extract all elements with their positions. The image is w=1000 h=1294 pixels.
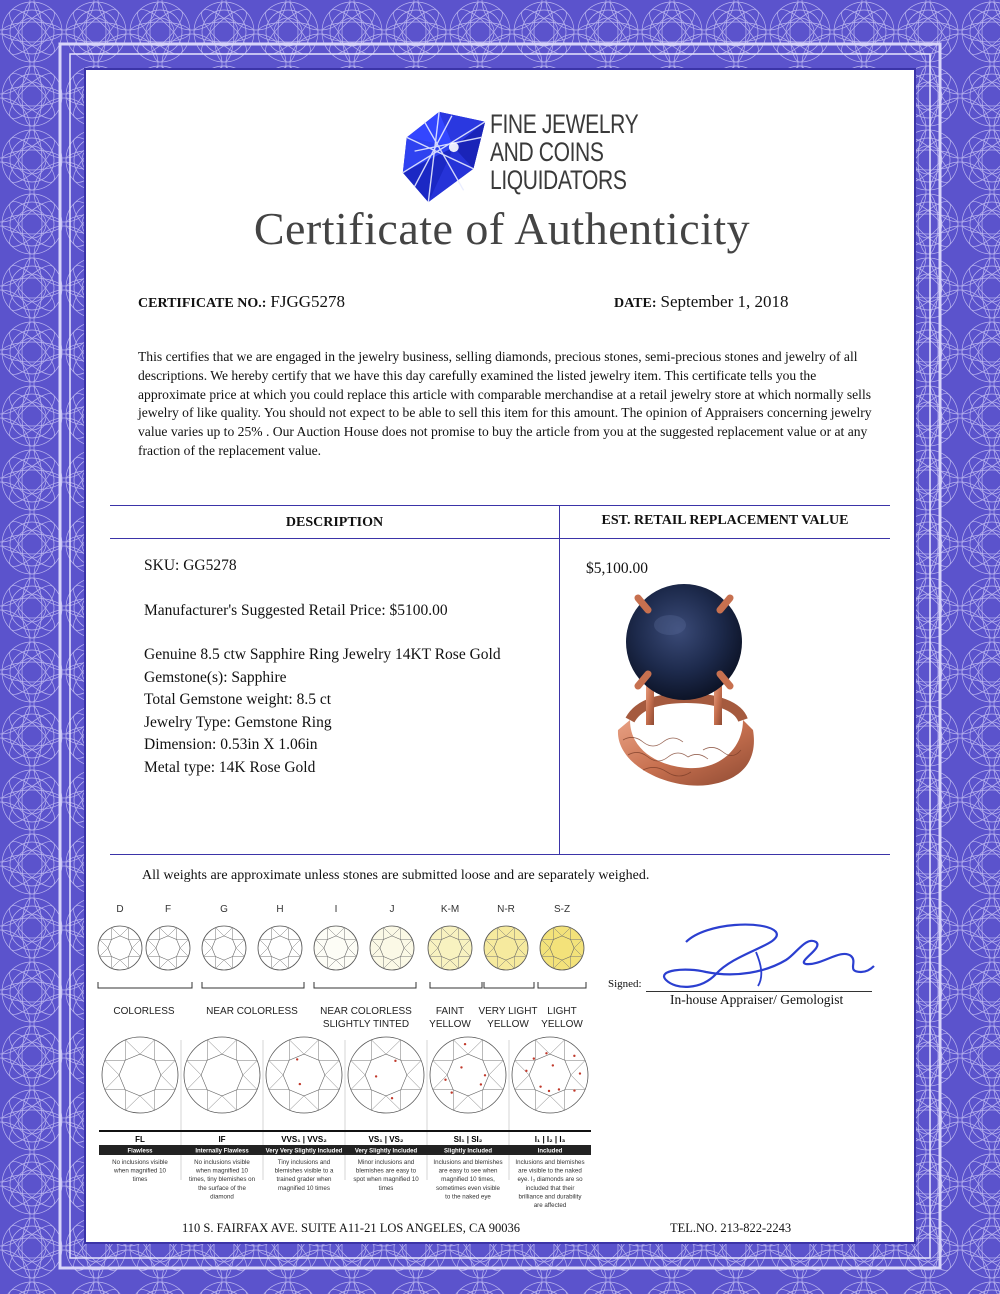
clarity-name: Slightly Included (443, 1148, 493, 1155)
clarity-description: when magnified 10 (196, 1167, 248, 1175)
certification-statement: This certifies that we are engaged in the jewelry business, selling diamonds, precious stones, semi-precious stones and jewelry of all descriptions. We hereby certify that we have this day carefully examined the listed jewelry item. This certificate tells you the approximate price at which you could replace this article with comparable merchandise at a retail jewelry store at which normally sells jewelry of like quality. You should not expect to be able to sell this item for this amount. The opinion of Appraisers concerning jewelry value varies up to 25% . Our Auction House does not promise to buy the article from you at the suggested replacement value or at any fraction of the replacement value. (138, 349, 872, 458)
color-diamond-h (258, 926, 302, 970)
color-bracket (538, 982, 586, 988)
clarity-description: eye. I₃ diamonds are so (517, 1176, 583, 1184)
clarity-description: when magnified 10 (114, 1167, 166, 1175)
clarity-code: SI₁ | SI₂ (453, 1135, 483, 1144)
description-line: Gemstone(s): Sapphire (144, 668, 287, 686)
color-grade-letter: K-M (440, 904, 460, 915)
inclusion-mark (464, 1043, 466, 1045)
inclusion-mark (484, 1074, 486, 1076)
clarity-description: times, tiny blemishes on (188, 1176, 256, 1184)
description-line: Metal type: 14K Rose Gold (144, 758, 316, 776)
certificate-number-label: CERTIFICATE NO.: (138, 296, 267, 311)
table-header-rule (110, 538, 890, 539)
clarity-code: FL (135, 1135, 145, 1144)
clarity-description: No inclusions visible (194, 1159, 250, 1166)
clarity-description: Inclusions and blemishes (433, 1159, 503, 1166)
inclusion-mark (444, 1079, 446, 1081)
clarity-diamond (102, 1037, 178, 1113)
table-top-rule (110, 505, 890, 506)
clarity-code: IF (218, 1135, 226, 1144)
color-grade-letter: F (164, 904, 172, 915)
color-category-label: YELLOW (487, 1019, 529, 1030)
inclusion-mark (375, 1075, 377, 1077)
certificate-date: September 1, 2018 (660, 292, 789, 311)
color-category-label: NEAR COLORLESS (320, 1006, 412, 1017)
replacement-value: $5,100.00 (586, 560, 648, 577)
footer-telephone: TEL.NO. 213-822-2243 (670, 1221, 792, 1235)
color-grade-letter: N-R (497, 904, 515, 915)
clarity-name: Included (537, 1148, 563, 1155)
clarity-description: diamond (210, 1193, 234, 1201)
clarity-description: to the naked eye (445, 1193, 491, 1201)
clarity-description: the surface of the (198, 1184, 246, 1192)
color-category-label: LIGHT (547, 1006, 577, 1017)
clarity-description: blemishes visible to a (274, 1167, 334, 1175)
color-diamond-i (314, 926, 358, 970)
color-grade-letter: H (276, 904, 284, 915)
clarity-code: VVS₁ | VVS₂ (281, 1135, 327, 1144)
clarity-rule (427, 1130, 509, 1132)
color-category-label: YELLOW (429, 1019, 471, 1030)
certificate-paper (84, 68, 916, 1244)
inclusion-mark (525, 1070, 527, 1072)
color-diamond-n-r (484, 926, 528, 970)
clarity-rule (181, 1130, 263, 1132)
description-header: DESCRIPTION (285, 515, 384, 530)
clarity-description: are affected (533, 1202, 567, 1209)
color-diamond-s-z (540, 926, 584, 970)
color-category-label: SLIGHTLY TINTED (322, 1019, 410, 1030)
color-bracket (98, 982, 192, 988)
inclusion-mark (573, 1089, 575, 1091)
color-diamond-g (202, 926, 246, 970)
color-bracket (314, 982, 416, 988)
inclusion-mark (391, 1097, 393, 1099)
color-grade-letter: S-Z (553, 904, 571, 915)
item-description (144, 555, 501, 779)
color-diamond-d (98, 926, 142, 970)
clarity-rule (345, 1130, 427, 1132)
appraiser-title: In-house Appraiser/ Gemologist (670, 992, 844, 1007)
table-bottom-rule (110, 854, 890, 855)
color-category-label: COLORLESS (113, 1006, 175, 1017)
company-logo-text (490, 110, 638, 194)
color-grade-letter: G (220, 904, 228, 915)
clarity-rule (99, 1130, 181, 1132)
description-line: Total Gemstone weight: 8.5 ct (144, 691, 332, 708)
color-diamond-k-m (428, 926, 472, 970)
color-bracket (484, 982, 534, 988)
weights-note: All weights are approximate unless stones are submitted loose and are separately weighed. (142, 868, 650, 883)
inclusion-mark (558, 1088, 560, 1090)
gem-logo-icon (395, 108, 493, 206)
clarity-description: Tiny inclusions and (277, 1159, 331, 1166)
color-category-label: YELLOW (541, 1019, 583, 1030)
inclusion-mark (460, 1066, 462, 1068)
inclusion-mark (394, 1060, 396, 1062)
clarity-name: Very Slightly Included (354, 1148, 418, 1155)
inclusion-mark (533, 1057, 535, 1059)
color-grade-letter: J (389, 904, 395, 915)
inclusion-mark (579, 1072, 581, 1074)
clarity-description: magnified 10 times (278, 1184, 330, 1192)
inclusion-mark (480, 1083, 482, 1085)
clarity-description: times (378, 1184, 394, 1192)
clarity-description: sometimes even visible (436, 1184, 500, 1192)
logo-line-2: AND COINS (490, 137, 604, 167)
clarity-description: are visible to the naked (518, 1167, 582, 1175)
certificate-number: FJGG5278 (270, 292, 345, 311)
clarity-diamond (184, 1037, 260, 1113)
clarity-description: Inclusions and blemishes (515, 1159, 585, 1166)
clarity-diamond (266, 1037, 342, 1113)
date-label: DATE: (614, 296, 657, 311)
clarity-description: No inclusions visible (112, 1159, 168, 1166)
clarity-code: I₁ | I₂ | I₃ (534, 1135, 566, 1144)
clarity-name: Flawless (127, 1148, 153, 1155)
color-category-label: VERY LIGHT (478, 1006, 538, 1017)
clarity-code: VS₁ | VS₂ (368, 1135, 404, 1144)
clarity-rule (509, 1130, 591, 1132)
color-diamond-f (146, 926, 190, 970)
inclusion-mark (299, 1083, 301, 1085)
clarity-description: blemishes are easy to (355, 1167, 417, 1175)
clarity-description: included that their (525, 1184, 575, 1192)
clarity-description: brilliance and durability (518, 1193, 582, 1201)
sku: SKU: GG5278 (144, 557, 237, 574)
color-grade-letter: D (116, 904, 124, 915)
footer-address: 110 S. FAIRFAX AVE. SUITE A11-21 LOS ANGELES, CA 90036 (182, 1221, 520, 1235)
inclusion-mark (548, 1090, 550, 1092)
clarity-name: Very Very Slightly Included (265, 1148, 343, 1155)
color-bracket (430, 982, 482, 988)
clarity-description: trained grader when (276, 1176, 332, 1184)
certificate-date-row (614, 292, 788, 312)
description-line: Dimension: 0.53in X 1.06in (144, 736, 318, 753)
sapphire-ring-image (608, 580, 758, 795)
color-category-label: NEAR COLORLESS (206, 1006, 298, 1017)
inclusion-mark (296, 1058, 298, 1060)
color-bracket (202, 982, 304, 988)
logo-line-1: FINE JEWELRY (490, 109, 639, 139)
clarity-name: Internally Flawless (195, 1148, 249, 1155)
clarity-description: spot when magnified 10 (353, 1176, 419, 1184)
table-column-divider (559, 505, 560, 854)
color-diamond-j (370, 926, 414, 970)
clarity-description: times (132, 1176, 148, 1184)
certificate-title: Certificate of Authenticity (253, 203, 751, 254)
clarity-description: magnified 10 times, (441, 1176, 495, 1184)
clarity-description: Minor inclusions and (357, 1159, 415, 1166)
signed-label: Signed: (608, 978, 642, 990)
inclusion-mark (545, 1052, 547, 1054)
description-line: Genuine 8.5 ctw Sapphire Ring Jewelry 14KT Rose Gold (144, 646, 501, 663)
clarity-rule (263, 1130, 345, 1132)
diamond-grading-chart (86, 890, 606, 1230)
inclusion-mark (573, 1055, 575, 1057)
color-category-label: FAINT (435, 1006, 465, 1017)
signature-image (646, 912, 876, 992)
inclusion-mark (552, 1064, 554, 1066)
clarity-diamond (512, 1037, 588, 1113)
description-line: Jewelry Type: Gemstone Ring (144, 713, 332, 731)
certificate-number-row (138, 292, 345, 312)
clarity-description: are easy to see when (438, 1167, 498, 1175)
logo-line-3: LIQUIDATORS (490, 165, 627, 195)
inclusion-mark (451, 1091, 453, 1093)
value-header: EST. RETAIL REPLACEMENT VALUE (601, 513, 849, 528)
clarity-diamond (430, 1037, 506, 1113)
inclusion-mark (539, 1085, 541, 1087)
color-grade-letter: I (334, 904, 338, 915)
msrp: Manufacturer's Suggested Retail Price: $5100.00 (144, 601, 448, 619)
clarity-diamond (348, 1037, 424, 1113)
